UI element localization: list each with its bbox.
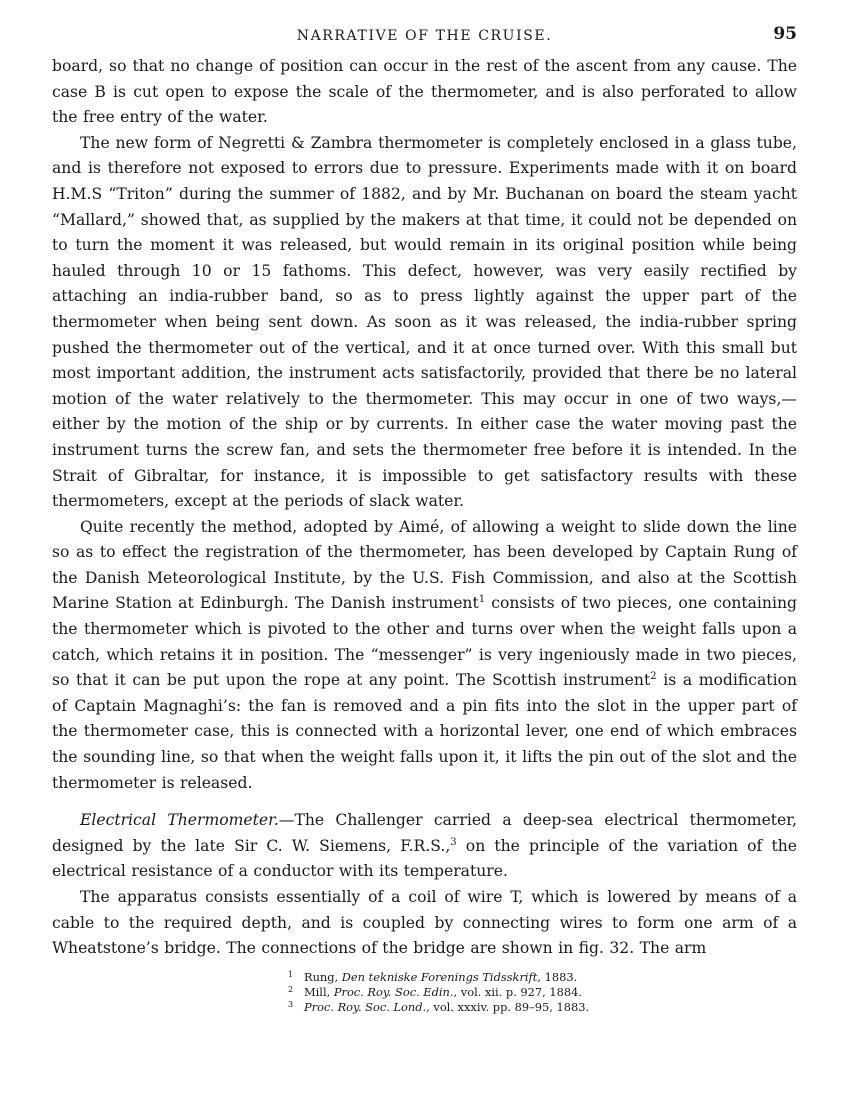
footnote [288,985,797,1000]
paragraph [52,515,797,797]
footnote [288,1000,797,1015]
paragraph: board, so that no change of position can occur in the rest of the ascent from any cause. The case B is cut open to expose the scale of the thermometer, and is also perforated to allow the free entry of the water. [52,57,797,127]
footnote-title: Den tekniske Forenings Tidsskrift [341,969,538,984]
footnote-mark: 1 [288,969,294,979]
paragraph [52,808,797,885]
footnote-author: Mill, [304,984,334,999]
footnote-detail: , vol. xxxiv. pp. 89–95, 1883. [426,999,590,1014]
footnote-reference: 1 [478,594,486,606]
section-heading: Electrical Thermometer. [80,811,279,830]
paragraph: The apparatus consists essentially of a coil of wire T, which is lowered by means of a cable to the required depth, and is coupled by connecting wires to form one arm of a Wheatstone’s bridge. The connections of the bridge are shown in fig. 32. The arm [52,888,797,958]
paragraph-text: on the principle of the variation of the electrical resistance of a conductor with its temperature. [52,836,797,881]
paragraph-text: —The Challenger carried a deep-sea electrical thermometer, designed by the late Sir C. W. Siemens, F.R.S., [52,811,797,855]
paragraph: The new form of Negretti & Zambra thermometer is completely enclosed in a glass tube, and is therefore not exposed to errors due to pressure. Experiments made with it on board H.M.S “Triton” during the summer of 1882, and by Mr. Buchanan on board the steam yacht “Mallard,” showed that, as supplied by the makers at that time, it could not be depended on to turn the moment it was released, but would remain in its original position while being hauled through 10 or 15 fathoms. This defect, however, was very easily rectified by attaching an india-rubber band, so as to press lightly against the upper part of the thermometer when being sent down. As soon as it was released, the india-rubber spring pushed the thermometer out of the vertical, and it at once turned over. With this small but most important addition, the instrument acts satisfactorily, provided that there be no lateral motion of the water relatively to the thermometer. This may occur in one of two ways,—either by the motion of the ship or by currents. In either case the water moving past the instrument turns the screw fan, and sets the thermometer free before it is intended. In the Strait of Gibraltar, for instance, it is impossible to get satisfactory results with these thermometers, except at the periods of slack water. [52,133,797,511]
paragraph-text: consists of two pieces, one containing the thermometer which is pivoted to the other and turns over when the weight falls upon a catch, which retains it in position. The “messenger” is very ingeniously made in two pieces, so that it can be put upon the rope at any point. The Scottish instrument [52,594,797,690]
footnote-reference: 3 [450,836,457,848]
book-page [52,24,797,1015]
footnote [288,970,797,985]
footnote-mark: 2 [288,984,294,994]
footnote-reference: 2 [650,671,657,683]
body-text [52,54,797,962]
footnotes [52,970,797,1015]
footnote-detail: , vol. xii. p. 927, 1884. [453,984,583,999]
paragraph-text: Quite recently the method, adopted by Aimé, of allowing a weight to slide down the line so as to effect the registration of the thermometer, has been developed by Captain Rung of the Danish Meteorological Institute, by the U.S. Fish Commission, and also at the Scottish Marine Station at Edinburgh. The Danish instrument [52,517,797,613]
page-number: 95 [773,24,797,44]
footnote-title: Proc. Roy. Soc. Lond. [304,999,427,1014]
footnote-author: Rung, [304,969,342,984]
footnote-mark: 3 [288,999,294,1009]
footnote-detail: , 1883. [537,969,578,984]
running-head [52,24,797,54]
running-title: NARRATIVE OF THE CRUISE. [296,28,553,44]
paragraph-text: is a modification of Captain Magnaghi’s: the fan is removed and a pin fits into the slot in the upper part of the thermometer case, this is connected with a horizontal lever, one end of which embraces the sounding line, so that when the weight falls upon it, it lifts the pin out of the slot and the thermometer is released. [52,671,797,792]
footnote-title: Proc. Roy. Soc. Edin. [333,984,454,999]
